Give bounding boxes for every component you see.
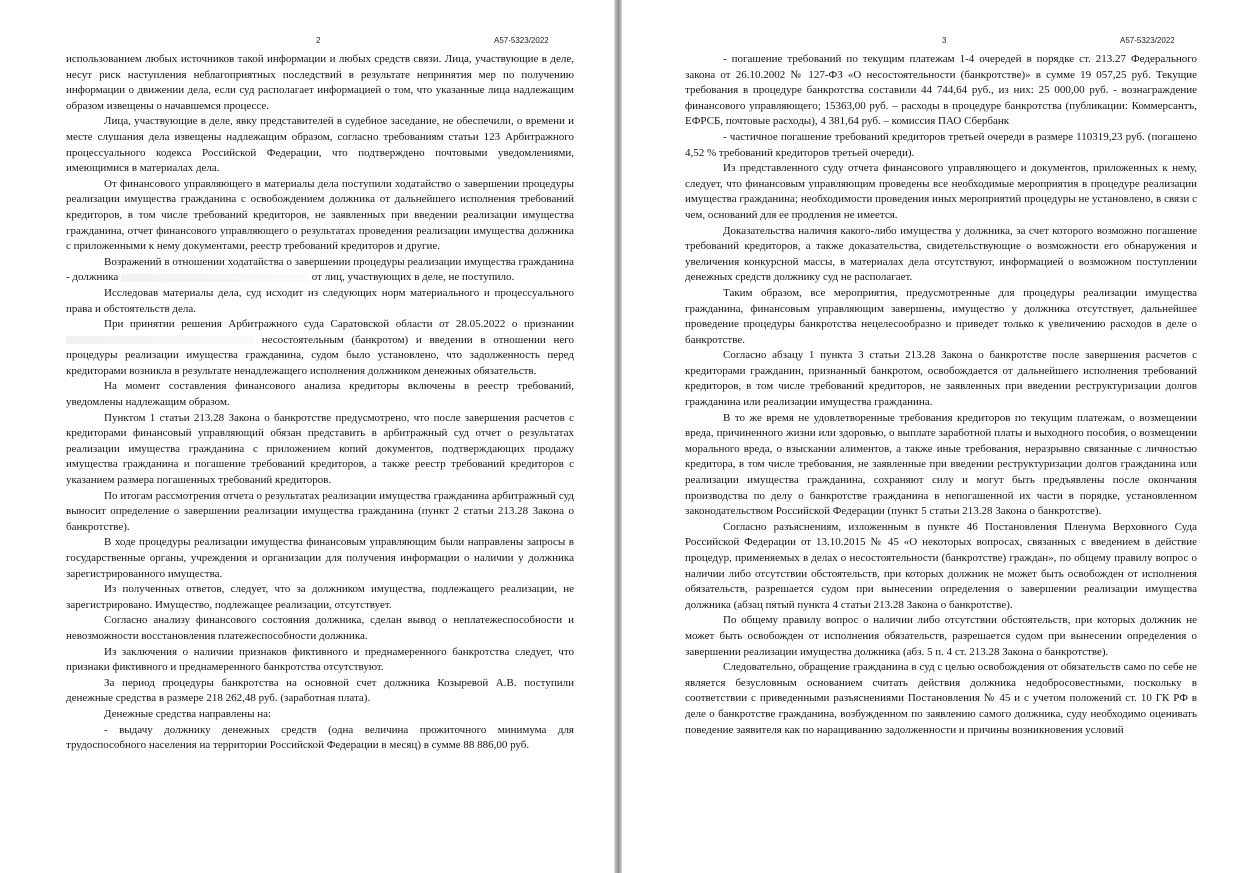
page-2 [0, 0, 614, 873]
paragraph: Из заключения о наличии признаков фиктивного и преднамеренного банкротства следует, что признаки фиктивного и преднамеренного банкротства отсутствуют. [66, 645, 574, 674]
paragraph: Таким образом, все мероприятия, предусмотренные для процедуры реализации имущества гражданина, финансовым управляющим завершены, имущество у должника отсутствует, дальнейшее проведение процедуры банкротства нецелесообразно и приведет только к увеличению расходов в деле о банкротстве. [685, 286, 1197, 346]
redacted-name [121, 274, 309, 282]
paragraph: Согласно абзацу 1 пункта 3 статьи 213.28 Закона о банкротстве после завершения расчетов с кредиторами гражданин, признанный банкротом, освобождается от дальнейшего исполнения требований кредиторов, в том числе требований кредиторов, не заявленных при введении реструктуризации долгов гражданина или реализации имущества гражданина. [685, 349, 1197, 409]
page-body [66, 52, 574, 754]
page-body [685, 52, 1197, 738]
paragraph: Из представленного суду отчета финансового управляющего и документов, приложенных к нему, следует, что финансовым управляющим проведены все необходимые мероприятия в процедуре реализации имущества гражданина; необходимости проведения иных мероприятий процедуры не установлено, в связи с чем, оснований для ее продления не имеется. [685, 162, 1197, 221]
case-number: А57-5323/2022 [494, 36, 549, 45]
case-number: А57-5323/2022 [1120, 36, 1175, 45]
paragraph: - выдачу должнику денежных средств (одна величина прожиточного минимума для трудоспособного населения на территории Российской Федерации в месяц) в сумме 88 886,00 руб. [66, 723, 574, 752]
page-header [622, 36, 1236, 48]
paragraph: Следовательно, обращение гражданина в суд с целью освобождения от обязательств само по себе не является безусловным основанием считать действия должника недобросовестными, поскольку в соответствии с приведенными разъяснениями Постановления № 45 и с учетом положений ст. 10 ГК РФ в деле о банкротстве гражданина, возбужденном по заявлению самого должника, суду необходимо оценивать поведение заявителя как по наращиванию задолженности и причины возникновения условий [685, 661, 1197, 736]
page-number: 3 [942, 36, 947, 45]
paragraph-text: от лиц, участвующих в деле, не поступило. [311, 271, 515, 284]
page-3 [622, 0, 1236, 873]
paragraph: За период процедуры банкротства на основной счет должника Козыревой А.В. поступили денежные средства в размере 218 262,48 руб. (заработная плата). [66, 676, 574, 705]
paragraph: - погашение требований по текущим платежам 1-4 очередей в порядке ст. 213.27 Федерального закона от 26.10.2002 № 127-ФЗ «О несостоятельности (банкротстве)» в сумме 19 057,25 руб. Текущие требования в процедуре банкротства составили 44 744,64 руб., из них: 25 000,00 руб. - вознаграждение финансового управляющего; 15363,00 руб. – расходы в процедуре банкротства (публикации: Коммерсантъ, ЕФРСБ, почтовые расходы), 4 381,64 руб. – комиссия ПАО Сбербанк [685, 53, 1197, 128]
redacted-name [66, 336, 254, 344]
paragraph: В ходе процедуры реализации имущества финансовым управляющим были направлены запросы в государственные органы, учреждения и организации для получения информации о наличии у должника зарегистрированного имущества. [66, 536, 574, 580]
paragraph: На момент составления финансового анализа кредиторы включены в реестр требований, уведомлены надлежащим образом. [66, 380, 574, 409]
paragraph-text: несостоятельным (банкротом) и введении в отношении него процедуры реализации имущества гражданина, судом было установлено, что задолженность перед кредиторами возникла в результате ненадлежащего исполнения должником денежных обязательств. [66, 333, 574, 377]
page-header [0, 36, 614, 48]
paragraph: Согласно разъяснениям, изложенным в пункте 46 Постановления Пленума Верховного Суда Российской Федерации от 13.10.2015 № 45 «О некоторых вопросах, связанных с введением в действие процедур, применяемых в делах о несостоятельности (банкротстве) граждан», по общему правилу вопрос о наличии либо отсутствии обстоятельств, при которых должник не может быть освобожден от исполнения обязательств, разрешается судом при вынесении определения о завершении реализации имущества должника (абзац пятый пункта 4 статьи 213.28 Закона о банкротстве). [685, 520, 1197, 611]
paragraph: В то же время не удовлетворенные требования кредиторов по текущим платежам, о возмещении вреда, причиненного жизни или здоровью, о выплате заработной платы и выходного пособия, о возмещении морального вреда, о взыскании алиментов, а также иные требования, неразрывно связанные с личностью кредитора, в том числе требования, не заявленные при введении реструктуризации долгов гражданина или реализации имущества гражданина, сохраняют силу и могут быть предъявлены после окончания производства по делу о банкротстве гражданина в непогашенной их части в порядке, установленном законодательством Российской Федерации (пункт 5 статьи 213.28 Закона о банкротстве). [685, 411, 1197, 518]
paragraph: Доказательства наличия какого-либо имущества у должника, за счет которого возможно погашение требований кредиторов, а также доказательства, свидетельствующие о возможности его обнаружения и увеличения конкурсной массы, в материалах дела отсутствуют, информацией о возможном поступлении денежных средств должнику суд не располагает. [685, 224, 1197, 284]
paragraph-text: При принятии решения Арбитражного суда Саратовской области от 28.05.2022 о признании [104, 318, 574, 331]
page-separator [614, 0, 622, 873]
paragraph: От финансового управляющего в материалы дела поступили ходатайство о завершении процедуры реализации имущества гражданина с освобождением должника от дальнейшего исполнения требований кредиторов, в том числе требований кредиторов, не заявленных при введении реализации имущества гражданина, отчет финансового управляющего о результатах проведения реализации имущества должника с приложенными к нему документами, реестр требований кредиторов и другие. [66, 177, 574, 253]
paragraph: Исследовав материалы дела, суд исходит из следующих норм материального и процессуального права и обстоятельств дела. [66, 286, 574, 315]
page-number: 2 [316, 36, 321, 45]
paragraph: По общему правилу вопрос о наличии либо отсутствии обстоятельств, при которых должник не может быть освобожден от исполнения обязательств, разрешается судом при вынесении определения о завершении реализации имущества должника (абз. 5 п. 4 ст. 213.28 Закона о банкротстве). [685, 614, 1197, 658]
paragraph: Пунктом 1 статьи 213.28 Закона о банкротстве предусмотрено, что после завершения расчетов с кредиторами финансовый управляющий обязан представить в арбитражный суд отчет о результатах реализации имущества гражданина с приложением копий документов, подтверждающих продажу имущества гражданина и погашение требований кредиторов, а также реестр требований кредиторов с указанием размера погашенных требований кредиторов. [66, 411, 574, 487]
paragraph: Денежные средства направлены на: [104, 707, 272, 720]
paragraph: - частичное погашение требований кредиторов третьей очереди в размере 110319,23 руб. (погашено 4,52 % требований кредиторов третьей очереди). [685, 130, 1197, 159]
paragraph: Согласно анализу финансового состояния должника, сделан вывод о неплатежеспособности и невозможности восстановления платежеспособности должника. [66, 614, 574, 642]
paragraph-text: Возражений в отношении ходатайства о завершении процедуры реализации имущества гражданина - должника [66, 255, 574, 284]
paragraph [66, 317, 574, 379]
paragraph: Лица, участвующие в деле, явку представителей в судебное заседание, не обеспечили, о времени и месте слушания дела извещены надлежащим образом, согласно требованиям статьи 123 Арбитражного процессуального кодекса Российской Федерации, что подтверждено почтовыми уведомлениями, имеющимися в материалах дела. [66, 115, 574, 175]
paragraph [66, 255, 574, 286]
paragraph: Из полученных ответов, следует, что за должником имущества, подлежащего реализации, не зарегистрировано. Имущество, подлежащее реализации, отсутствует. [66, 583, 574, 611]
paragraph: По итогам рассмотрения отчета о результатах реализации имущества гражданина арбитражный суд выносит определение о завершении реализации имущества гражданина (пункт 2 статьи 213.28 Закона о банкротстве). [66, 489, 574, 533]
paragraph: использованием любых источников такой информации и любых средств связи. Лица, участвующие в деле, несут риск наступления неблагоприятных последствий в результате непринятия мер по получению информации о движении дела, если суд располагает информацией о том, что указанные лица надлежащим образом извещены о начавшемся процессе. [66, 53, 574, 112]
